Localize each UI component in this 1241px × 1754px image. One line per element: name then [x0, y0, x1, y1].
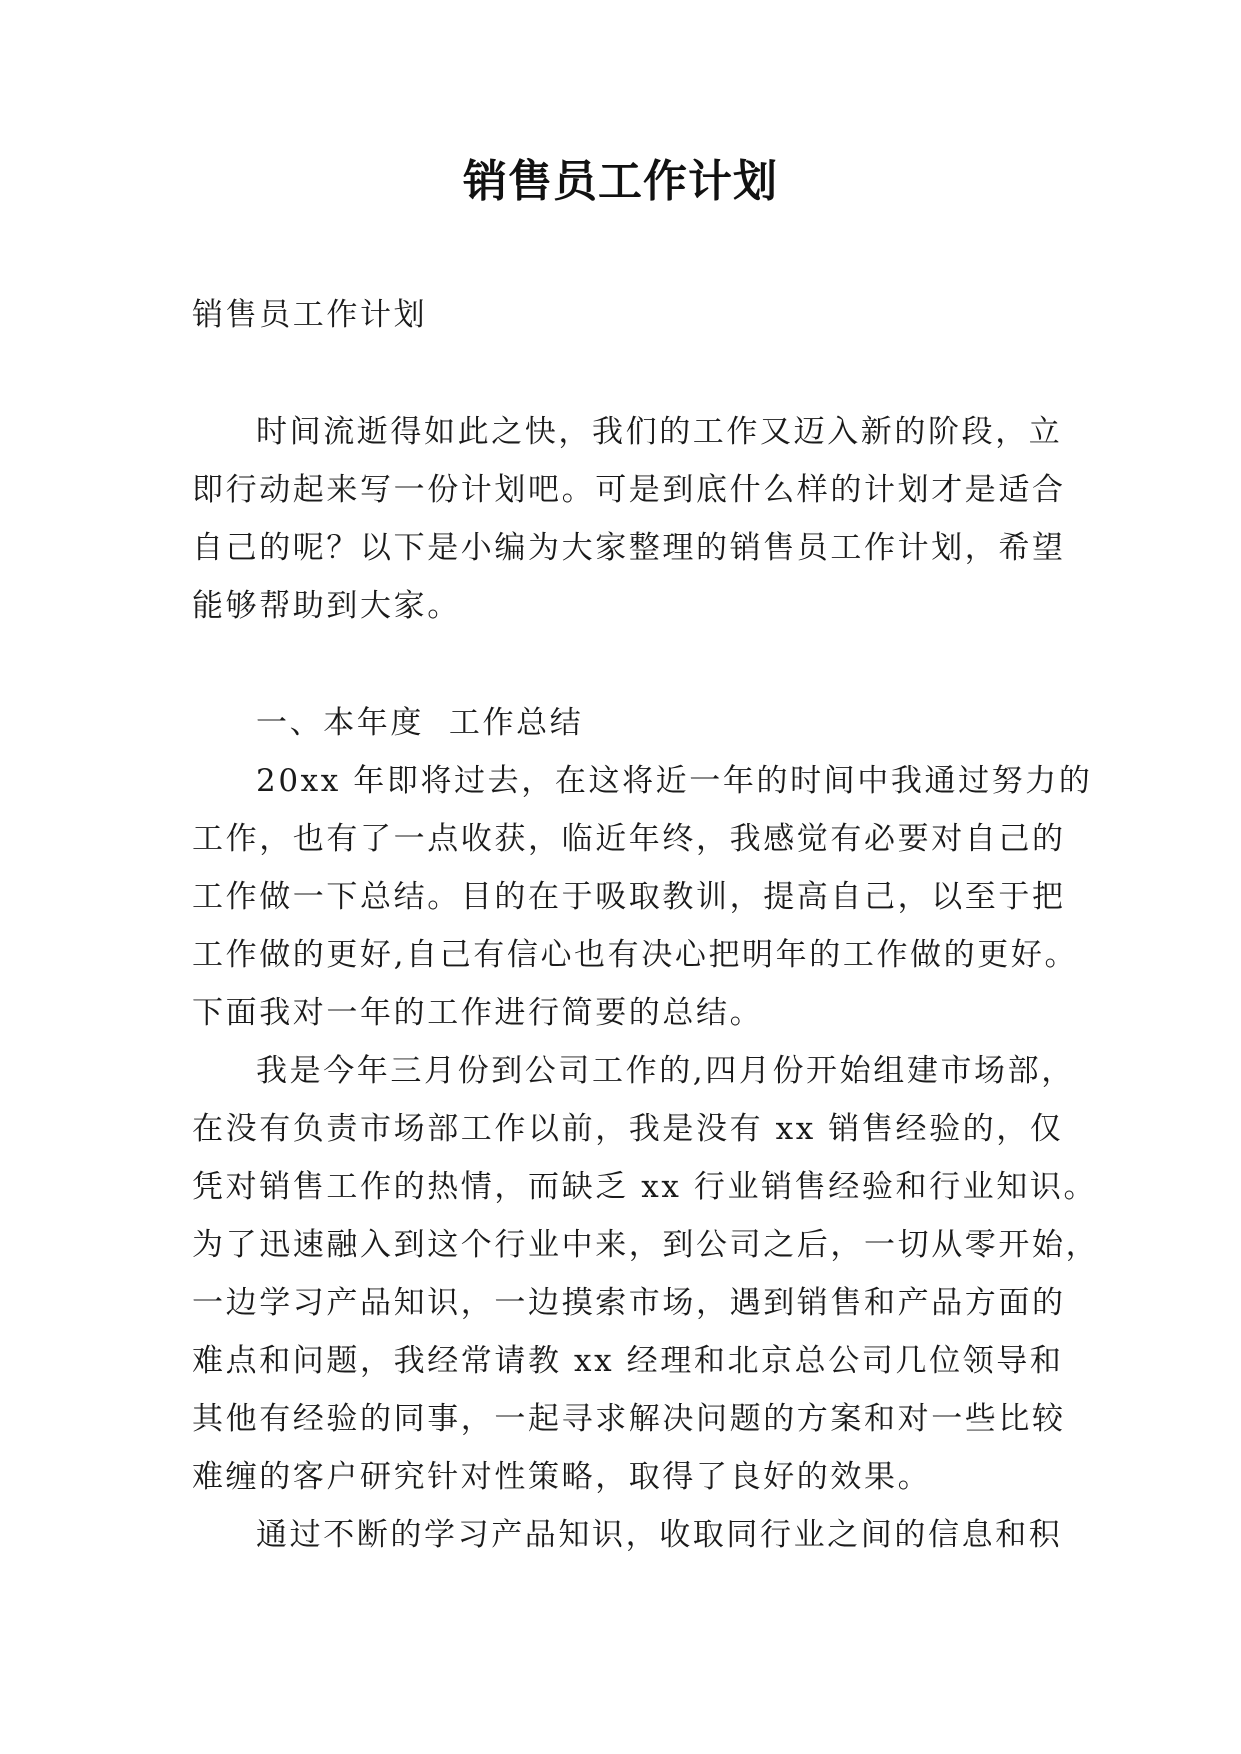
paragraph-line: 一边学习产品知识，一边摸索市场，遇到销售和产品方面的 [192, 1285, 1066, 1321]
intro-paragraph [192, 403, 1066, 635]
paragraph-line: 为了迅速融入到这个行业中来，到公司之后，一切从零开始， [192, 1227, 1100, 1263]
paragraph-line: 我是今年三月份到公司工作的,四月份开始组建市场部， [256, 1053, 1075, 1089]
paragraph-line: 通过不断的学习产品知识，收取同行业之间的信息和积 [256, 1517, 1063, 1553]
document-subtitle [192, 286, 1052, 344]
paragraph-line: 凭对销售工作的热情，而缺乏 xx 行业销售经验和行业知识。 [192, 1169, 1098, 1205]
document-title: 销售员工作计划 [463, 156, 778, 207]
paragraph-line: 工作，也有了一点收获，临近年终，我感觉有必要对自己的 [192, 821, 1066, 857]
intro-line: 时间流逝得如此之快，我们的工作又迈入新的阶段，立 [256, 414, 1063, 450]
intro-line: 自己的呢？以下是小编为大家整理的销售员工作计划，希望 [192, 530, 1066, 566]
paragraph-line: 工作做的更好,自己有信心也有决心把明年的工作做的更好。 [192, 937, 1079, 973]
paragraph-line: 难点和问题，我经常请教 xx 经理和北京总公司几位领导和 [192, 1343, 1064, 1379]
section-body [192, 694, 1100, 1564]
paragraph-line: 其他有经验的同事，一起寻求解决问题的方案和对一些比较 [192, 1401, 1066, 1437]
paragraph-line: 20xx 年即将过去，在这将近一年的时间中我通过努力的 [256, 763, 1093, 799]
paragraph-line: 在没有负责市场部工作以前，我是没有 xx 销售经验的，仅 [192, 1111, 1064, 1147]
intro-line: 能够帮助到大家。 [192, 588, 461, 624]
paragraph-line: 下面我对一年的工作进行简要的总结。 [192, 995, 764, 1031]
section-heading: 一、本年度 工作总结 [256, 705, 584, 741]
paragraph-line: 难缠的客户研究针对性策略，取得了良好的效果。 [192, 1459, 932, 1495]
subtitle-line: 销售员工作计划 [192, 297, 428, 333]
intro-line: 即行动起来写一份计划吧。可是到底什么样的计划才是适合 [192, 472, 1066, 508]
paragraph-line: 工作做一下总结。目的在于吸取教训，提高自己，以至于把 [192, 879, 1066, 915]
